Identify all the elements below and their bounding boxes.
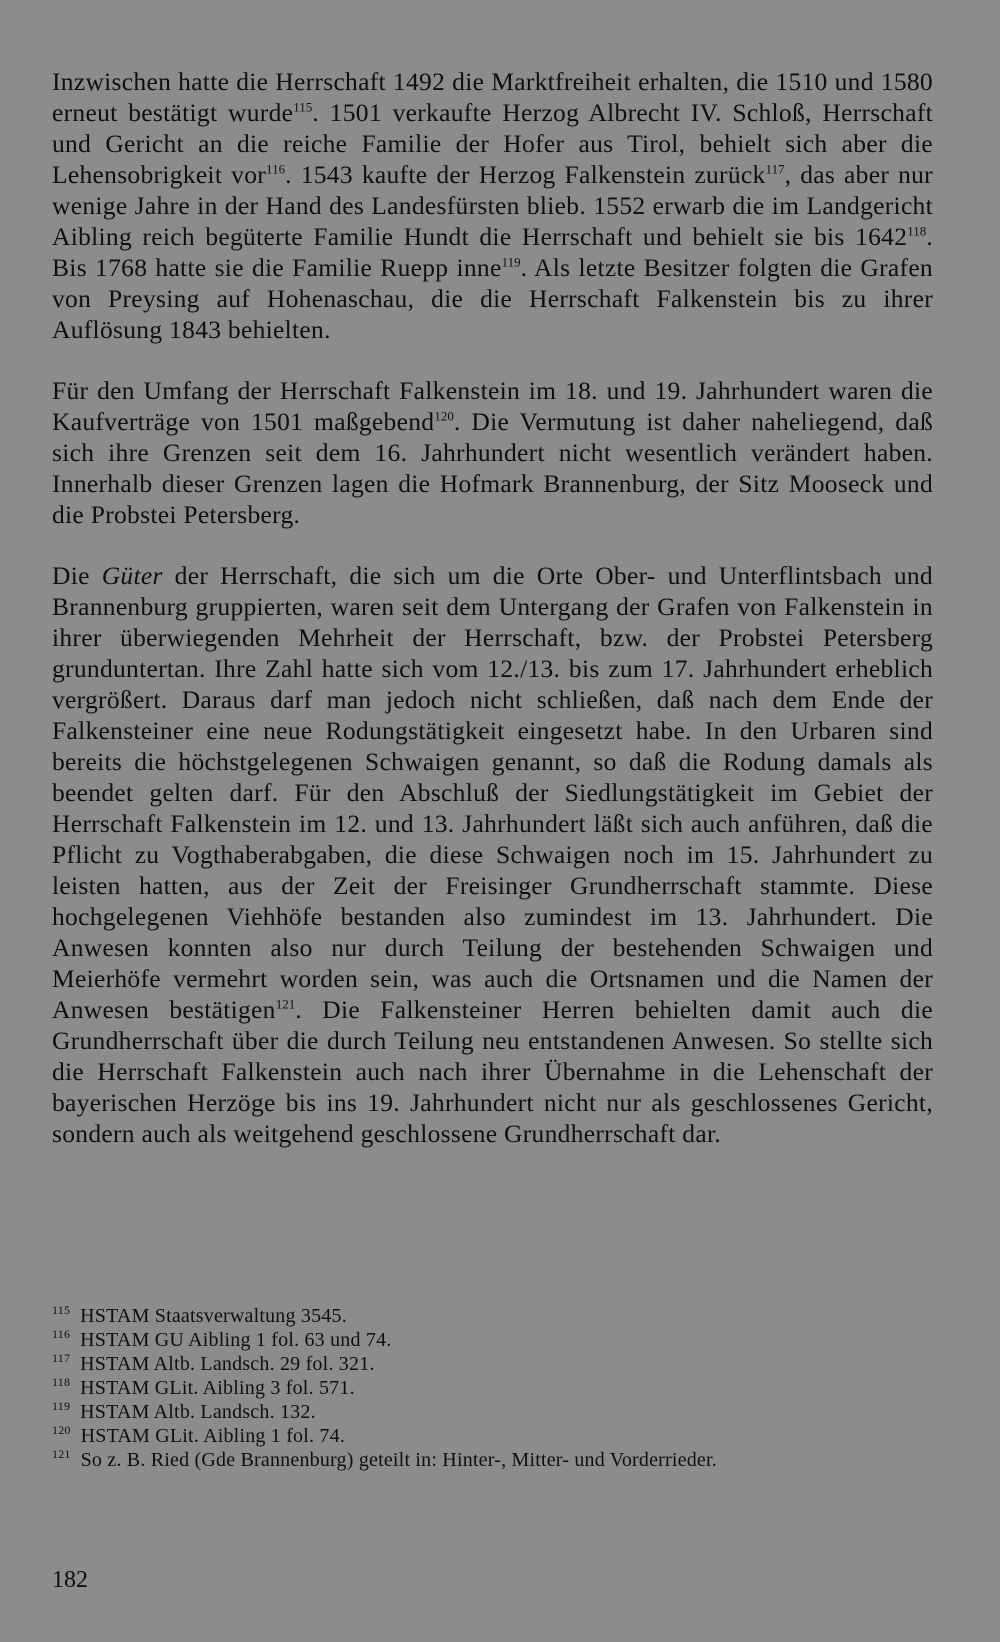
footnote-text: HSTAM Altb. Landsch. 29 fol. 321. [80, 1353, 375, 1375]
footnote-number: 118 [52, 1375, 71, 1390]
text-run: . Bis 1768 hatte sie die Familie Ruepp inne [52, 222, 933, 282]
paragraph [52, 560, 933, 1149]
emphasized-text: Güter [101, 561, 163, 590]
footnote [52, 1448, 933, 1472]
footnote-ref: 116 [266, 161, 286, 177]
footnote-ref: 117 [765, 161, 785, 177]
footnote-number: 119 [52, 1399, 71, 1414]
footnote-text: HSTAM GLit. Aibling 1 fol. 74. [80, 1425, 346, 1447]
text-run: . 1543 kaufte der Herzog Falkenstein zurück [285, 160, 766, 189]
text-run: . Die Falkensteiner Herren behielten damit auch die Grundherrschaft über die durch Teilung neu entstandenen Anwesen. So stellte sich die Herrschaft Falkenstein auch nach ihrer Übernahme in die Lehenschaft der bayerischen Herzöge bis ins 19. Jahrhundert nicht nur als geschlossenes Gericht, sondern auch als weitgehend geschlossene Grundherrschaft dar. [52, 995, 933, 1148]
text-run: der Herrschaft, die sich um die Orte Ober- und Unterflintsbach und Brannenburg gruppierten, waren seit dem Untergang der Grafen von Falkenstein in ihrer überwiegenden Mehrheit der Herrschaft, bzw. der Probstei Petersberg grunduntertan. Ihre Zahl hatte sich vom 12./13. bis zum 17. Jahrhundert erheblich vergrößert. Daraus darf man jedoch nicht schließen, daß nach dem Ende der Falkensteiner eine neue Rodungstätigkeit eingesetzt habe. In den Urbaren sind bereits die höchstgelegenen Schwaigen genannt, so daß die Rodung damals als beendet gelten darf. Für den Abschluß der Siedlungstätigkeit im Gebiet der Herrschaft Falkenstein im 12. und 13. Jahrhundert läßt sich auch anführen, daß die Pflicht zu Vogthaberabgaben, die diese Schwaigen noch im 15. Jahrhundert zu leisten hatten, aus der Zeit der Freisinger Grundherrschaft stammte. Diese hochgelegenen Viehhöfe bestanden also zumindest im 13. Jahrhundert. Die Anwesen konnten also nur durch Teilung der bestehenden Schwaigen und Meierhöfe vermehrt worden sein, was auch die Ortsnamen und die Namen der Anwesen bestätigen [52, 561, 933, 1024]
footnote-number: 116 [52, 1327, 71, 1342]
footnote-text: HSTAM GLit. Aibling 3 fol. 571. [80, 1377, 355, 1399]
paragraph [52, 66, 933, 345]
footnote-text: So z. B. Ried (Gde Brannenburg) geteilt in: Hinter-, Mitter- und Vorderrieder. [80, 1449, 717, 1471]
text-run: , das aber nur wenige Jahre in der Hand des Landesfürsten blieb. 1552 erwarb die im Landgericht Aibling reich begüterte Familie Hundt die Herrschaft und behielt sie bis 1642 [52, 160, 933, 251]
footnote [52, 1400, 933, 1424]
text-run: . Als letzte Besitzer folgten die Grafen von Preysing auf Hohenaschau, die die Herrschaft Falkenstein bis zu ihrer Auflösung 1843 behielten. [52, 253, 933, 344]
text-run: . Die Vermutung ist daher naheliegend, daß sich ihre Grenzen seit dem 16. Jahrhundert nicht wesentlich verändert haben. Innerhalb dieser Grenzen lagen die Hofmark Brannenburg, der Sitz Mooseck und die Probstei Petersberg. [52, 407, 933, 529]
footnote-number: 121 [52, 1447, 71, 1462]
footnote-ref: 119 [501, 254, 521, 270]
footnote-ref: 115 [293, 99, 313, 115]
footnote-ref: 121 [275, 996, 296, 1012]
body-text [52, 66, 933, 1179]
footnote [52, 1424, 933, 1448]
footnote-ref: 120 [434, 408, 454, 424]
footnotes [52, 1304, 933, 1472]
footnote-text: HSTAM GU Aibling 1 fol. 63 und 74. [80, 1329, 392, 1351]
text-run: Für den Umfang der Herrschaft Falkenstein im 18. und 19. Jahrhundert waren die Kaufverträge von 1501 maßgebend [52, 376, 933, 436]
page-number: 182 [52, 1567, 88, 1593]
footnote [52, 1304, 933, 1328]
paragraph [52, 375, 933, 530]
footnote-text: HSTAM Staatsverwaltung 3545. [80, 1305, 347, 1327]
footnote [52, 1328, 933, 1352]
footnote [52, 1376, 933, 1400]
footnote-number: 115 [52, 1303, 71, 1318]
text-run: . 1501 verkaufte Herzog Albrecht IV. Schloß, Herrschaft und Gericht an die reiche Familie der Hofer aus Tirol, behielt sich aber die Lehensobrigkeit vor [52, 98, 933, 189]
footnote [52, 1352, 933, 1376]
footnote-ref: 118 [907, 223, 927, 239]
footnote-number: 120 [52, 1423, 71, 1438]
text-run: Inzwischen hatte die Herrschaft 1492 die Marktfreiheit erhalten, die 1510 und 1580 erneut bestätigt wurde [52, 67, 933, 127]
footnote-number: 117 [52, 1351, 71, 1366]
text-run: Die [52, 561, 102, 590]
footnote-text: HSTAM Altb. Landsch. 132. [80, 1401, 316, 1423]
